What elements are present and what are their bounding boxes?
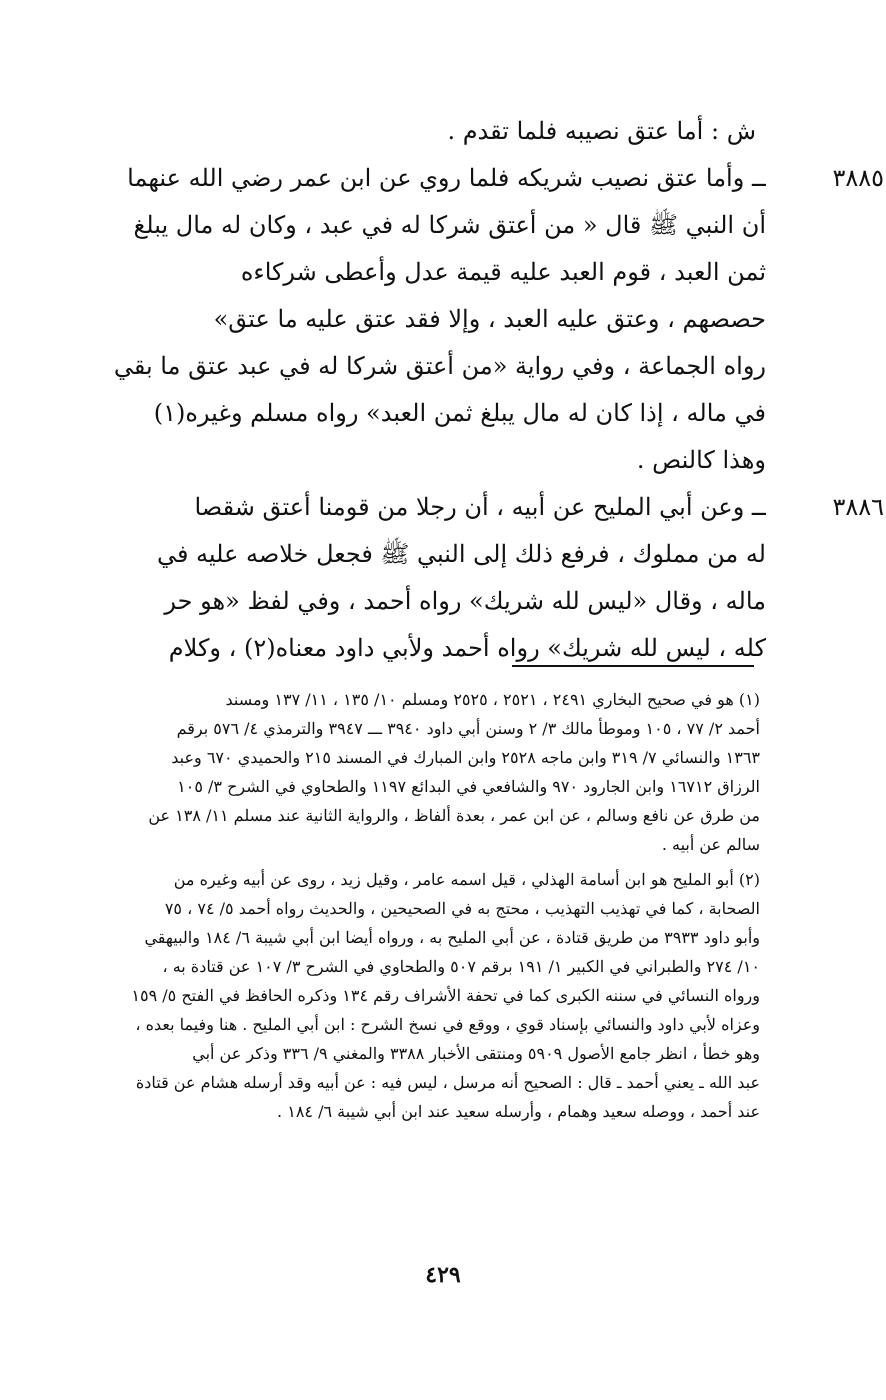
footnote-line: من طرق عن نافع وسالم ، عن ابن عمر ، بعدة ألفاظ ، والرواية الثانية عند مسلم ١١/ ١٣٨ عن xyxy=(148,806,760,825)
footnote-line: ١٠/ ٢٧٤ والطبراني في الكبير ١/ ١٩١ برقم ٥٠٧ والطحاوي في الشرح ٣/ ١٠٧ عن قتادة به ، xyxy=(162,957,760,976)
hadith-line: حصصهم ، وعتق عليه العبد ، وإلا فقد عتق عليه ما عتق» xyxy=(213,305,766,333)
footnote-line: (٢) أبو المليح هو ابن أسامة الهذلي ، قيل اسمه عامر ، وقيل زيد ، روى عن أبيه وغيره من xyxy=(173,870,760,889)
hadith-line: ــ وأما عتق نصيب شريكه فلما روي عن ابن عمر رضي الله عنهما xyxy=(127,164,766,192)
hadith-line: رواه الجماعة ، وفي رواية «من أعتق شركا له في عبد عتق ما بقي xyxy=(113,352,766,380)
footnote-line: وهو خطأ ، انظر جامع الأصول ٥٩٠٩ ومنتقى الأخبار ٣٣٨٨ والمغني ٩/ ٣٣٦ وذكر عن أبي xyxy=(192,1044,760,1063)
footnote-1 xyxy=(103,685,760,859)
footnotes xyxy=(103,685,760,1132)
footnote-line: الصحابة ، كما في تهذيب التهذيب ، محتج به في الصحيحين ، والحديث رواه أحمد ٥/ ٧٤ ، ٧٥ xyxy=(164,899,760,918)
intro-line: ش : أما عتق نصيبه فلما تقدم . xyxy=(447,117,756,145)
hadith-line: وهذا كالنص . xyxy=(636,446,766,474)
hadith-line: ــ وعن أبي المليح عن أبيه ، أن رجلا من قومنا أعتق شقصا xyxy=(194,493,766,521)
hadith-line: في ماله ، إذا كان له مال يبلغ ثمن العبد» رواه مسلم وغيره(١) xyxy=(153,399,766,427)
hadith-line: ماله ، وقال «ليس لله شريك» رواه أحمد ، وفي لفظ «هو حر xyxy=(164,587,766,615)
footnote-line: (١) هو في صحيح البخاري ٢٤٩١ ، ٢٥٢١ ، ٢٥٢٥ ومسلم ١٠/ ١٣٥ ، ١١/ ١٣٧ ومسند xyxy=(225,690,760,709)
main-text xyxy=(100,108,884,672)
hadith-line: ثمن العبد ، قوم العبد عليه قيمة عدل وأعطى شركاءه xyxy=(240,258,766,286)
hadith-line: له من مملوك ، فرفع ذلك إلى النبي ﷺ فجعل خلاصه عليه في xyxy=(156,540,766,568)
hadith-line: كله ، ليس لله شريك» رواه أحمد ولأبي داود معناه(٢) ، وكلام xyxy=(168,634,766,662)
footnote-line: وعزاه لأبي داود والنسائي بإسناد قوي ، ووقع في نسخ الشرح : ابن أبي المليح . هنا وفيما بعده ، xyxy=(135,1015,760,1034)
hadith-number: ٣٨٨٥ xyxy=(832,164,884,192)
hadith-3885 xyxy=(100,155,884,484)
footnote-line: عند أحمد ، ووصله سعيد وهمام ، وأرسله سعيد عند ابن أبي شيبة ٦/ ١٨٤ . xyxy=(277,1102,760,1121)
footnote-line: ١٣٦٣ والنسائي ٧/ ٣١٩ وابن ماجه ٢٥٢٨ وابن المبارك في المسند ٢١٥ والحميدي ٦٧٠ وعبد xyxy=(171,748,760,767)
footnote-line: وأبو داود ٣٩٣٣ من طريق قتادة ، عن أبي المليح به ، ورواه أيضا ابن أبي شيبة ٦/ ١٨٤ والبيهقي xyxy=(144,928,760,947)
footnote-line: عبد الله ـ يعني أحمد ـ قال : الصحيح أنه مرسل ، ليس فيه : عن أبيه وقد أرسله هشام عن قتادة xyxy=(135,1073,760,1092)
footnote-line: أحمد ٢/ ٧٧ ، ١٠٥ وموطأ مالك ٣/ ٢ وسنن أبي داود ٣٩٤٠ ـــ ٣٩٤٧ والترمذي ٤/ ٥٧٦ برقم xyxy=(176,719,760,738)
footnote-line: ورواه النسائي في سننه الكبرى كما في تحفة الأشراف رقم ١٣٤ وذكره الحافظ في الفتح ٥/ ١٥٩ xyxy=(131,986,760,1005)
footnote-line: سالم عن أبيه . xyxy=(661,835,760,854)
footnote-line: الرزاق ١٦٧١٢ وابن الجارود ٩٧٠ والشافعي في البدائع ١١٩٧ والطحاوي في الشرح ٣/ ١٠٥ xyxy=(177,777,760,796)
footnote-divider xyxy=(512,665,754,667)
hadith-number: ٣٨٨٦ xyxy=(832,493,884,521)
footnote-2 xyxy=(103,865,760,1126)
hadith-3886 xyxy=(100,484,884,672)
hadith-line: أن النبي ﷺ قال « من أعتق شركا له في عبد ، وكان له مال يبلغ xyxy=(133,211,766,239)
page-number: ٤٢٩ xyxy=(425,1262,461,1288)
